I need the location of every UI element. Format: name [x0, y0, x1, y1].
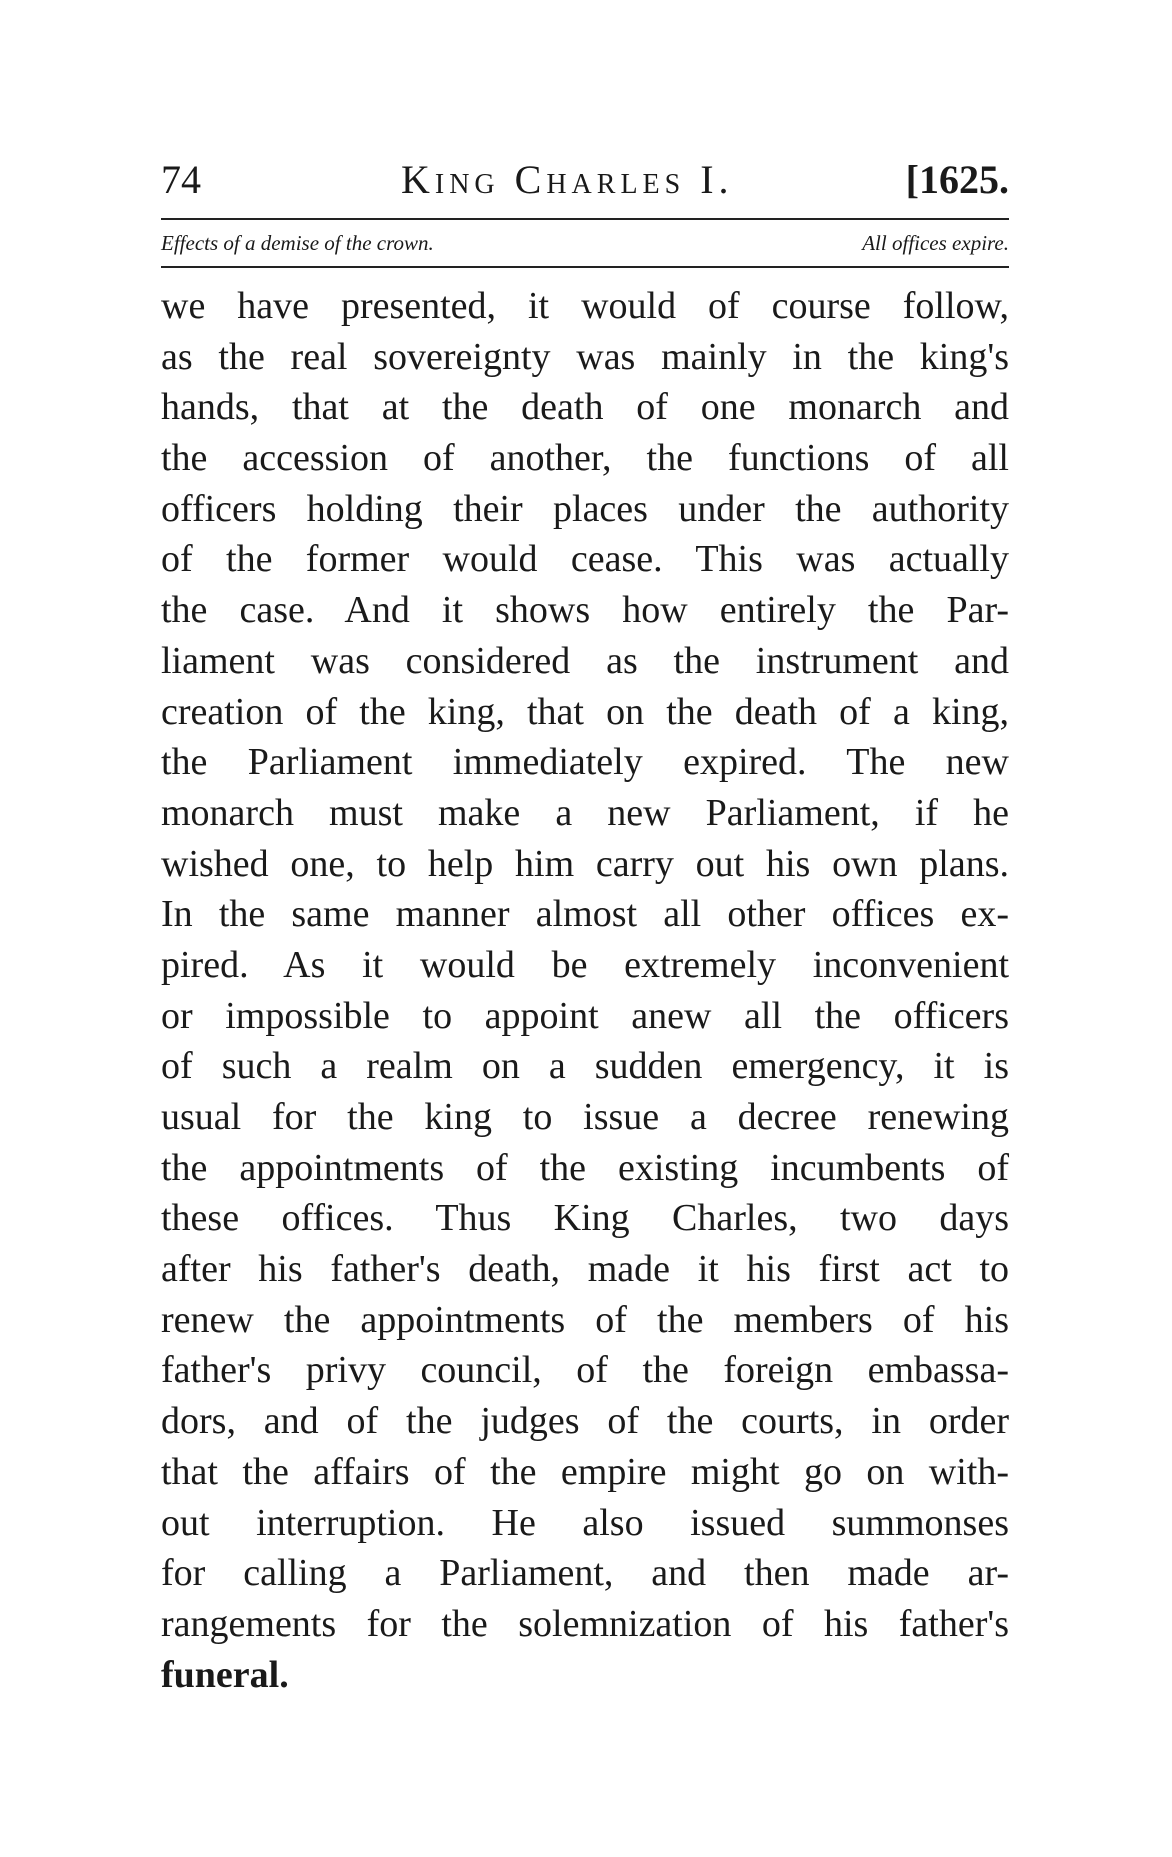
- marginal-subheads: [161, 223, 1009, 263]
- text-line: the Parliament immediately expired. The new: [161, 741, 1009, 784]
- text-line: officers holding their places under the authority: [161, 487, 1009, 530]
- text-line: usual for the king to issue a decree renewing: [161, 1096, 1009, 1138]
- text-line: funeral.: [161, 1653, 289, 1696]
- text-line: the case. And it shows how entirely the Par-: [161, 589, 1009, 632]
- header-rule-bottom: [161, 266, 1009, 268]
- text-line: for calling a Parliament, and then made ar-: [161, 1552, 1009, 1595]
- text-line: the accession of another, the functions of all: [161, 437, 1009, 480]
- text-line: pired. As it would be extremely inconvenient: [161, 943, 1009, 986]
- text-line: In the same manner almost all other offices ex-: [161, 893, 1009, 936]
- text-line: hands, that at the death of one monarch and: [161, 386, 1009, 429]
- body-paragraph: [161, 281, 1009, 1700]
- text-line: monarch must make a new Parliament, if he: [161, 791, 1009, 834]
- text-line: wished one, to help him carry out his own plans.: [161, 842, 1009, 885]
- text-line: renew the appointments of the members of his: [161, 1298, 1009, 1341]
- subhead-left: Effects of a demise of the crown.: [161, 231, 434, 255]
- subhead-right: All offices expire.: [862, 231, 1009, 255]
- book-title: King Charles I.: [401, 157, 734, 202]
- text-line: father's privy council, of the foreign embassa-: [161, 1349, 1009, 1392]
- text-line: the appointments of the existing incumbents of: [161, 1146, 1009, 1189]
- text-line: or impossible to appoint anew all the officers: [161, 994, 1009, 1037]
- text-line: that the affairs of the empire might go on with-: [161, 1450, 1009, 1493]
- text-line: after his father's death, made it his first act to: [161, 1248, 1009, 1291]
- text-line: rangements for the solemnization of his father's: [161, 1602, 1009, 1645]
- page-number: 74: [161, 157, 201, 202]
- text-line: of such a realm on a sudden emergency, it is: [161, 1045, 1009, 1088]
- text-line: dors, and of the judges of the courts, in order: [161, 1400, 1009, 1443]
- running-head: [161, 152, 1009, 208]
- header-rule-top: [161, 218, 1009, 220]
- text-line: out interruption. He also issued summonses: [161, 1501, 1009, 1544]
- text-line: of the former would cease. This was actually: [161, 538, 1009, 581]
- text-line: we have presented, it would of course follow,: [161, 285, 1009, 327]
- text-line: liament was considered as the instrument and: [161, 639, 1009, 682]
- text-line: these offices. Thus King Charles, two days: [161, 1197, 1009, 1240]
- text-line: creation of the king, that on the death of a king,: [161, 690, 1009, 733]
- text-line: as the real sovereignty was mainly in the king's: [161, 335, 1009, 378]
- year-marker: [1625.: [905, 157, 1009, 202]
